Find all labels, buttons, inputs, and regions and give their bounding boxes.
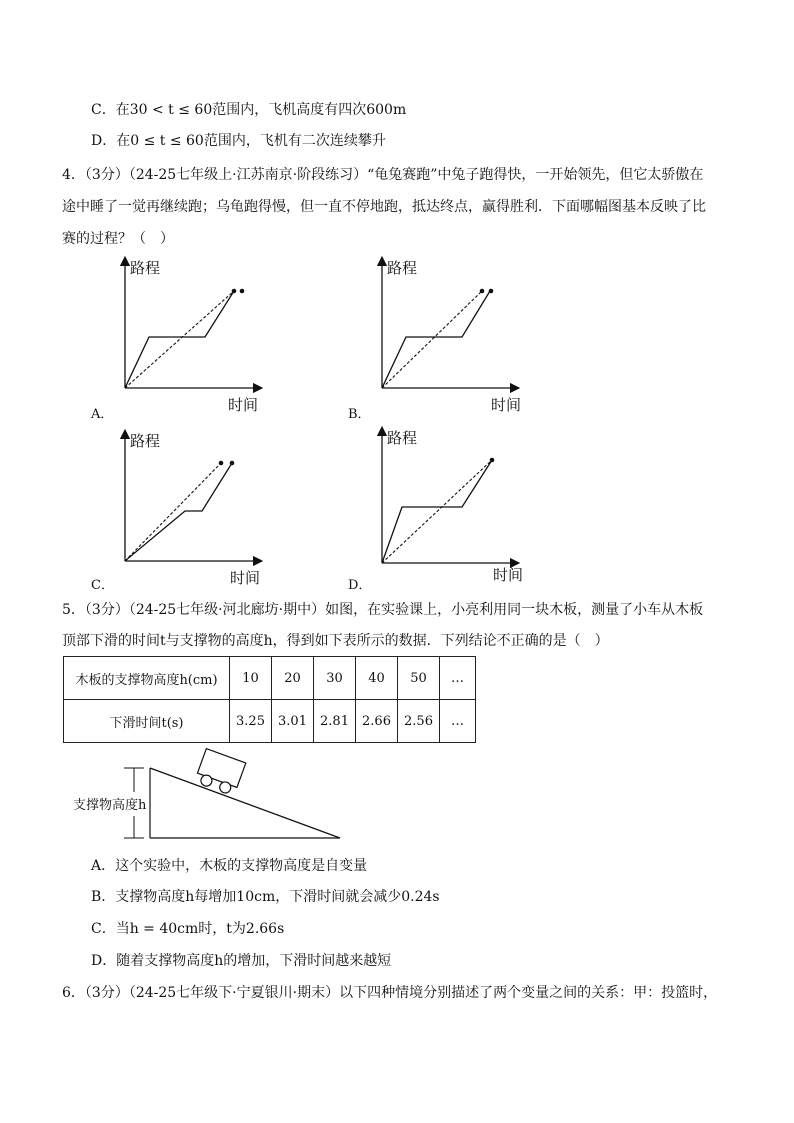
end-dot [489, 289, 494, 294]
end-dot [232, 289, 237, 294]
table-cell: 10 [230, 657, 272, 700]
y-axis-label: 路程 [387, 259, 418, 277]
q5-option-d: D．随着支撑物高度h的增加，下滑时间越来越短 [91, 953, 392, 969]
graph-d [367, 425, 537, 589]
x-axis-label: 时间 [228, 396, 259, 414]
support-height-label: 支撑物高度h [73, 798, 147, 813]
x-axis-label: 时间 [491, 396, 522, 414]
option-c-label: C． [91, 578, 114, 593]
table-cell: … [440, 657, 476, 700]
q4-stem-line3: 赛的过程？（ ） [62, 231, 174, 247]
end-dot [240, 289, 245, 294]
table-cell: 50 [398, 657, 440, 700]
tortoise-line [382, 291, 482, 388]
data-table [63, 656, 476, 743]
q4-stem-line2: 途中睡了一觉再继续跑；乌龟跑得慢，但一直不停地跑，抵达终点，赢得胜利．下面哪幅图基本反映了比 [62, 199, 706, 215]
rabbit-line [125, 463, 232, 561]
option-b-label: B． [348, 407, 371, 422]
table-row [64, 700, 476, 743]
rabbit-line [382, 291, 490, 388]
graph-c [110, 428, 280, 592]
x-axis-label: 时间 [230, 569, 261, 587]
tortoise-line [382, 460, 492, 563]
y-axis-label: 路程 [130, 432, 161, 450]
table-cell: 30 [314, 657, 356, 700]
end-dot [219, 461, 224, 466]
q4-stem-line1: 4．（3分）（24-25七年级上·江苏南京·阶段练习）“龟兔赛跑”中兔子跑得快，一开始领先，但它太骄傲在 [62, 167, 704, 183]
q5-option-c: C．当h = 40cm时，t为2.66s [91, 921, 285, 937]
y-axis-label: 路程 [387, 429, 418, 447]
table-header-cell: 下滑时间t(s) [64, 700, 230, 743]
q5-option-b: B．支撑物高度h每增加10cm，下滑时间就会减少0.24s [91, 889, 440, 905]
table-header-cell: 木板的支撑物高度h(cm) [64, 657, 230, 700]
table-cell: 3.25 [230, 700, 272, 743]
table-cell: … [440, 700, 476, 743]
q5-stem-line1: 5．（3分）（24-25七年级·河北廊坊·期中）如图，在实验课上，小亮利用同一块木板，测量了小车从木板 [62, 602, 704, 618]
incline-figure [68, 746, 348, 850]
end-dot [230, 461, 235, 466]
y-axis-label: 路程 [130, 259, 161, 277]
table-cell: 20 [272, 657, 314, 700]
end-dot [480, 289, 485, 294]
q3-option-d: D．在0 ≤ t ≤ 60范围内，飞机有二次连续攀升 [91, 133, 386, 149]
q5-option-a: A．这个实验中，木板的支撑物高度是自变量 [91, 858, 368, 874]
graph-a [110, 255, 280, 419]
table-cell: 2.56 [398, 700, 440, 743]
table-cell: 40 [356, 657, 398, 700]
option-a-label: A． [91, 407, 114, 422]
graph-b [367, 255, 537, 419]
end-dot [490, 458, 495, 463]
q6-stem-line1: 6．（3分）（24-25七年级下·宁夏银川·期末）以下四种情境分别描述了两个变量之间的关系：甲：投篮时， [62, 985, 718, 1001]
table-cell: 2.66 [356, 700, 398, 743]
table-cell: 2.81 [314, 700, 356, 743]
x-axis-label: 时间 [493, 566, 524, 584]
option-d-label: D． [348, 578, 372, 593]
board-line [150, 768, 340, 838]
q5-stem-line2: 顶部下滑的时间t与支撑物的高度h，得到如下表所示的数据．下列结论不正确的是（ ） [62, 633, 609, 649]
q3-option-c: C．在30 < t ≤ 60范围内，飞机高度有四次600m [91, 102, 407, 118]
cart [194, 749, 246, 797]
tortoise-line [125, 463, 221, 561]
table-row [64, 657, 476, 700]
table-cell: 3.01 [272, 700, 314, 743]
tortoise-line [125, 291, 234, 388]
